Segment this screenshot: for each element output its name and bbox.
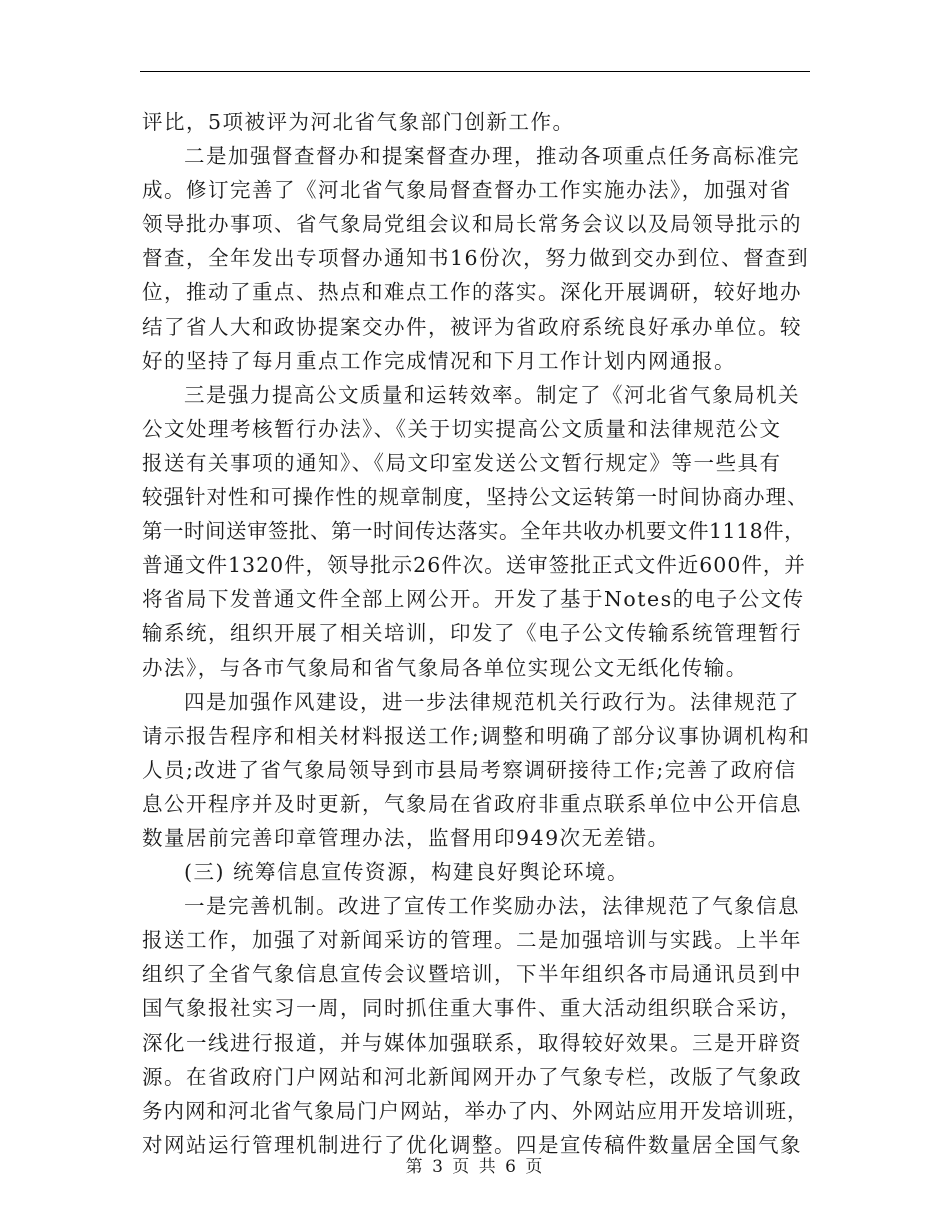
- text-line: 领导批办事项、省气象局党组会议和局长常务会议以及局领导批示的: [142, 212, 802, 237]
- text-line: 成。修订完善了《河北省气象局督查督办工作实施办法》，加强对省: [142, 178, 792, 203]
- text-line: 三是强力提高公文质量和运转效率。制定了《河北省气象局机关: [184, 382, 800, 407]
- text-line: 数量居前完善印章管理办法，监督用印949次无差错。: [142, 825, 670, 850]
- text-line: 普通文件1320件，领导批示26件次。送审签批正式文件近600件，并: [142, 553, 806, 578]
- text-line: 报送工作，加强了对新闻采访的管理。二是加强培训与实践。上半年: [142, 928, 802, 953]
- header-rule: [140, 71, 810, 72]
- text-line: (三) 统筹信息宣传资源，构建良好舆论环境。: [184, 860, 630, 885]
- page-footer: 第 3 页 共 6 页: [405, 1157, 545, 1177]
- text-line: 督查，全年发出专项督办通知书16份次，努力做到交办到位、督查到: [142, 246, 810, 271]
- text-line: 评比，5项被评为河北省气象部门创新工作。: [142, 110, 575, 134]
- text-line: 息公开程序并及时更新，气象局在省政府非重点联系单位中公开信息: [142, 791, 802, 816]
- text-line: 办法》，与各市气象局和省气象局各单位实现公文无纸化传输。: [142, 655, 748, 680]
- text-line: 好的坚持了每月重点工作完成情况和下月工作计划内网通报。: [142, 348, 736, 373]
- text-line: 第一时间送审签批、第一时间传达落实。全年共收办机要文件1118件，: [142, 519, 806, 544]
- text-line: 对网站运行管理机制进行了优化调整。四是宣传稿件数量居全国气象: [142, 1132, 802, 1157]
- text-line: 组织了全省气象信息宣传会议暨培训，下半年组织各市局通讯员到中: [142, 962, 802, 987]
- text-line: 结了省人大和政协提案交办件，被评为省政府系统良好承办单位。较: [142, 314, 802, 339]
- document-body: [142, 105, 810, 1162]
- text-line: 深化一线进行报道，并与媒体加强联系，取得较好效果。三是开辟资: [142, 1030, 802, 1055]
- text-line: 二是加强督查督办和提案督查办理，推动各项重点任务高标准完: [184, 144, 800, 169]
- text-line: 输系统，组织开展了相关培训，印发了《电子公文传输系统管理暂行: [142, 621, 802, 646]
- text-line: 公文处理考核暂行办法》、《关于切实提高公文质量和法律规范公文: [142, 416, 782, 441]
- text-line: 务内网和河北省气象局门户网站，举办了内、外网站应用开发培训班，: [142, 1098, 809, 1123]
- text-line: 一是完善机制。改进了宣传工作奖励办法，法律规范了气象信息: [184, 894, 800, 919]
- text-line: 请示报告程序和相关材料报送工作;调整和明确了部分议事协调机构和: [142, 723, 811, 748]
- text-line: 源。在省政府门户网站和河北新闻网开办了气象专栏，改版了气象政: [142, 1064, 802, 1089]
- text-line: 国气象报社实习一周，同时抓住重大事件、重大活动组织联合采访，: [142, 996, 802, 1021]
- text-line: 将省局下发普通文件全部上网公开。开发了基于Notes的电子公文传: [142, 587, 805, 612]
- text-line: 较强针对性和可操作性的规章制度，坚持公文运转第一时间协商办理、: [142, 485, 809, 510]
- text-line: 位，推动了重点、热点和难点工作的落实。深化开展调研，较好地办: [142, 280, 802, 305]
- text-line: 报送有关事项的通知》、《局文印室发送公文暂行规定》等一些具有: [142, 450, 782, 475]
- text-line: 四是加强作风建设，进一步法律规范机关行政行为。法律规范了: [184, 689, 800, 714]
- text-line: 人员;改进了省气象局领导到市县局考察调研接待工作;完善了政府信: [142, 757, 797, 782]
